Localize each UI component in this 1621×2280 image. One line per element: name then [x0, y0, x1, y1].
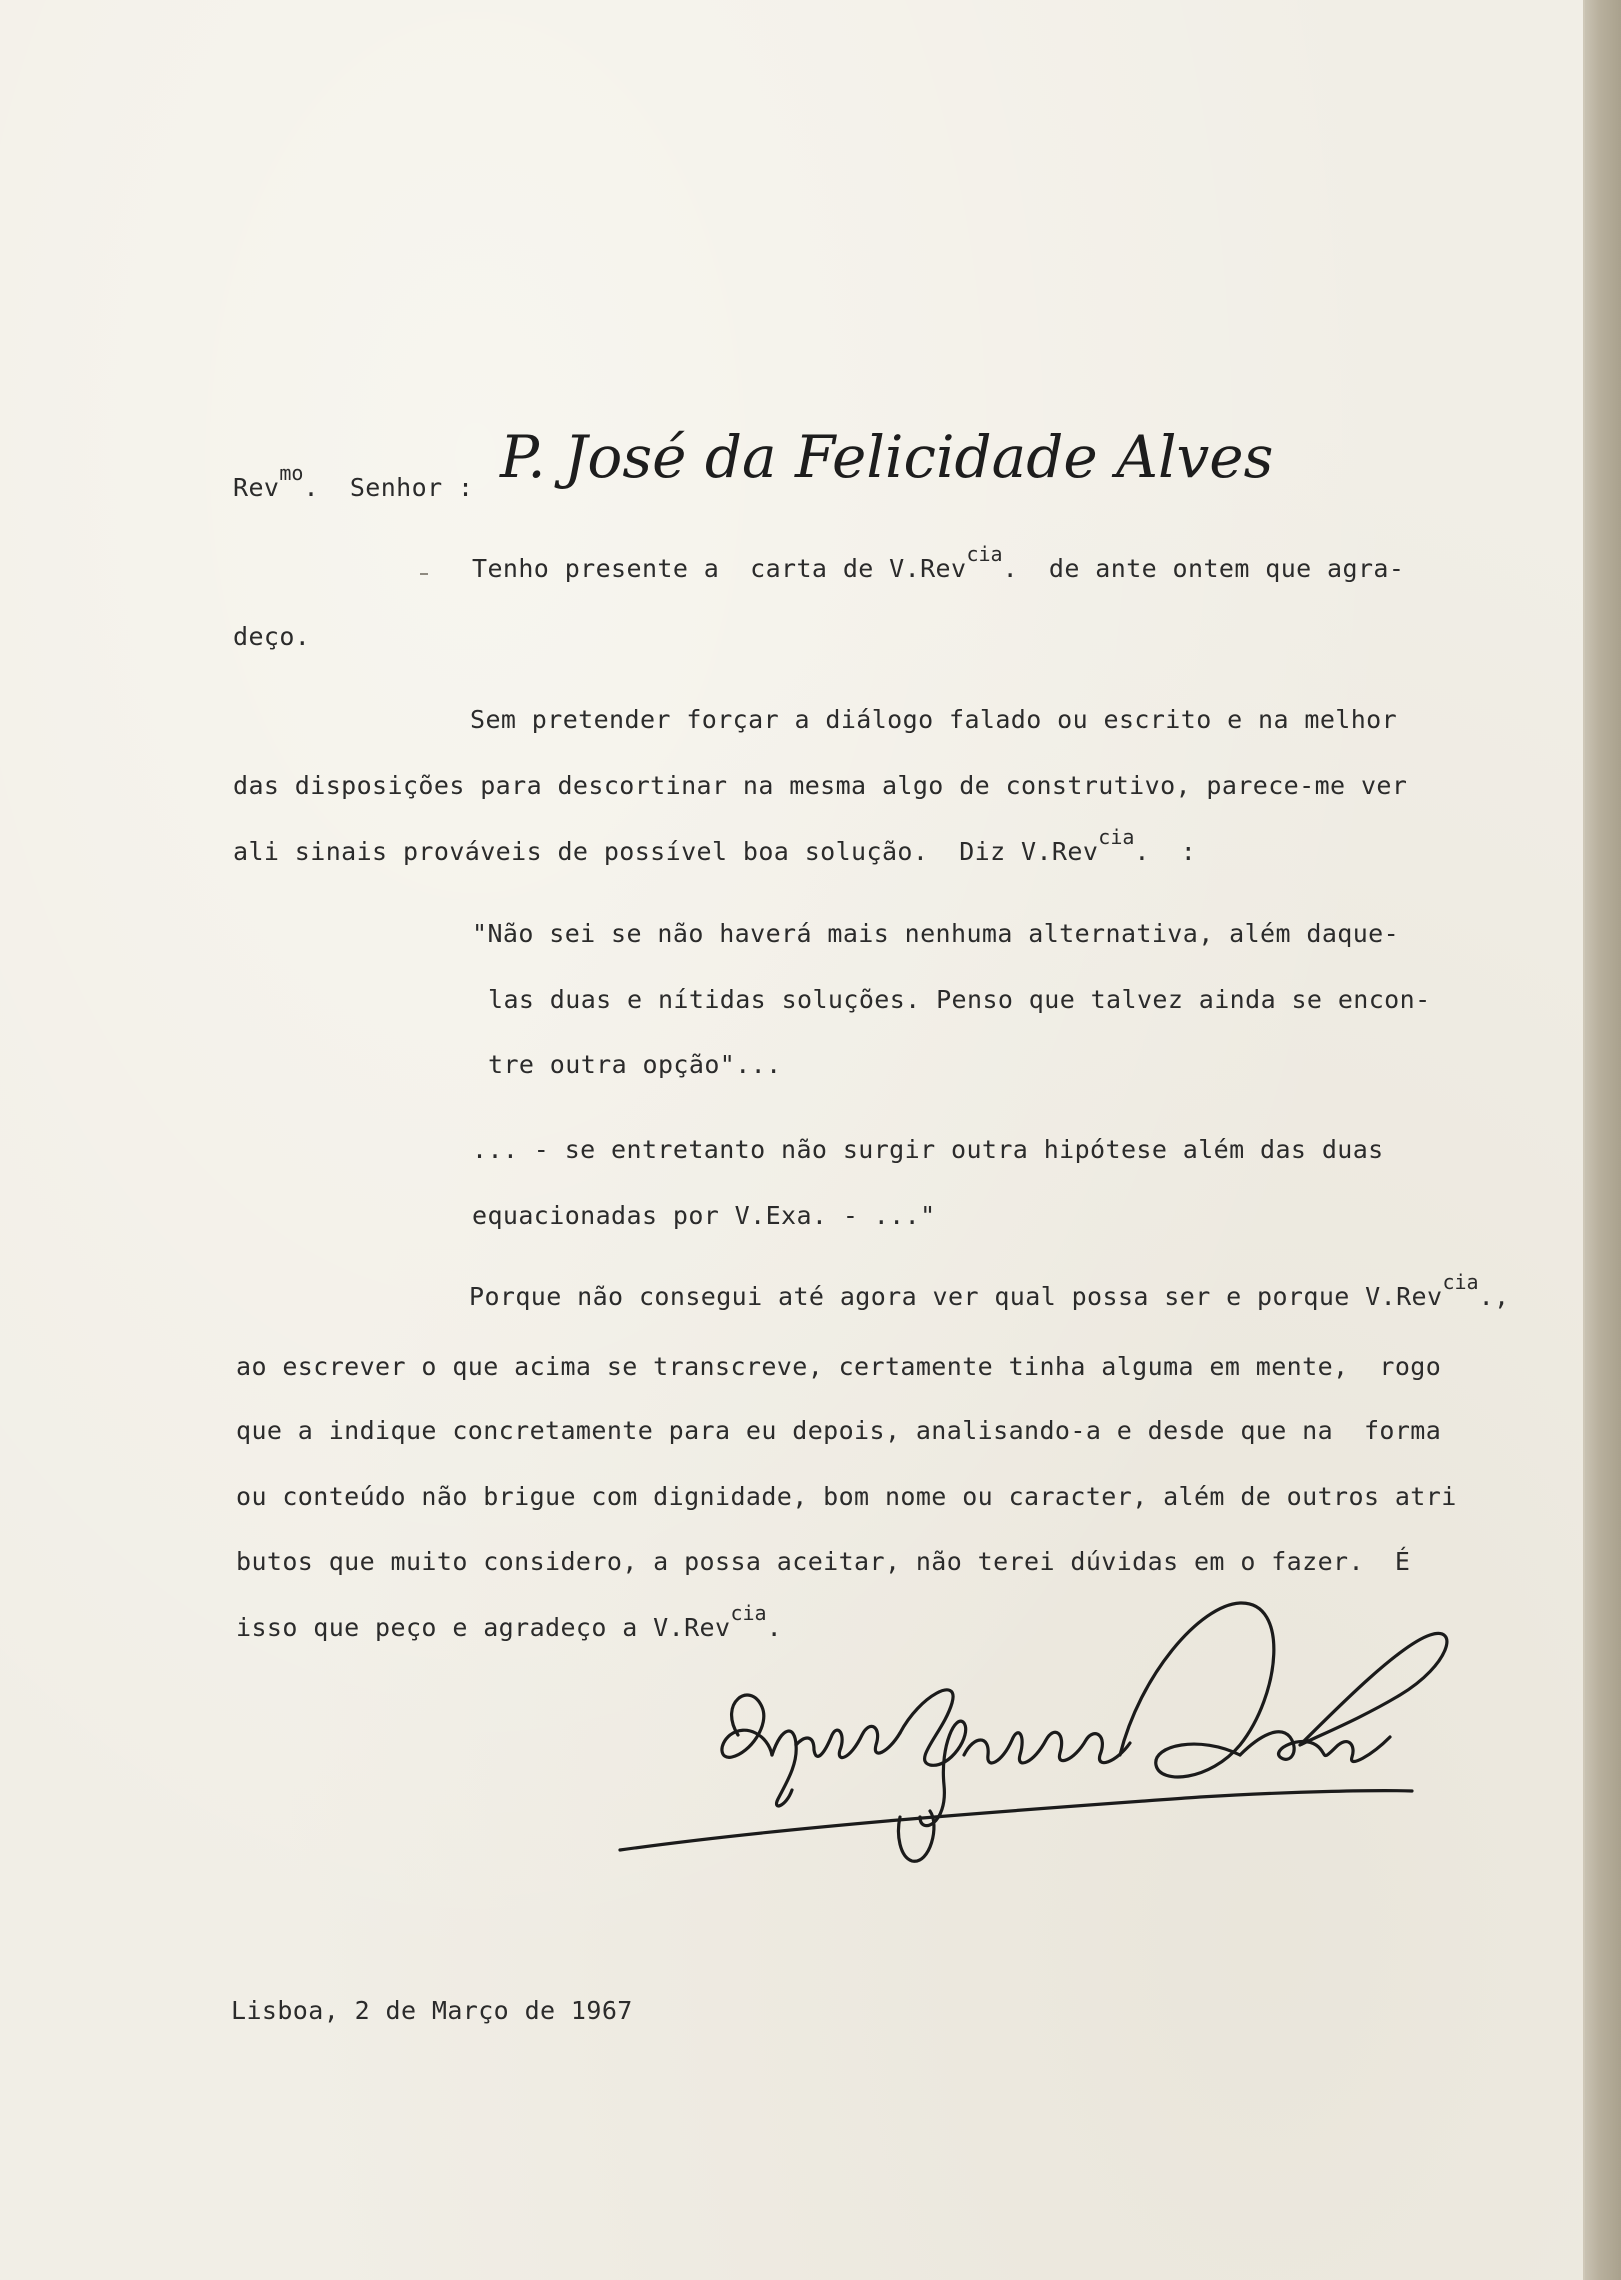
- superscript: cia: [1442, 1270, 1479, 1294]
- closing-line-2: ao escrever o que acima se transcreve, certamente tinha alguma em mente, rogo: [236, 1352, 1442, 1381]
- place-and-date: Lisboa, 2 de Março de 1967: [231, 1996, 633, 2025]
- paragraph-1-line-2: [233, 624, 310, 649]
- paragraph-2-line-3: [233, 825, 1197, 866]
- salutation-word: Senhor :: [349, 473, 474, 502]
- salutation-prefix-superscript: mo: [279, 461, 304, 485]
- text-segment: . :: [1134, 837, 1197, 866]
- closing-line-5: butos que muito considero, a possa aceitar, não terei dúvidas em o fazer. É: [236, 1547, 1411, 1576]
- text-segment: deço.: [233, 622, 311, 651]
- paragraph-1-line-1: [472, 542, 1405, 583]
- quote-line-2: las duas e nítidas soluções. Penso que talvez ainda se encon-: [488, 985, 1431, 1014]
- salutation-dot: .: [303, 473, 319, 502]
- salutation-prefix: Rev: [233, 473, 280, 502]
- stray-mark: [420, 573, 428, 575]
- quote-line-4: ... - se entretanto não surgir outra hipótese além das duas: [472, 1135, 1384, 1164]
- salutation: [233, 461, 474, 502]
- handwritten-signature: [600, 1585, 1480, 1865]
- text-segment: .: [766, 1613, 783, 1642]
- superscript: cia: [966, 542, 1003, 566]
- text-segment: . de ante ontem que agra-: [1002, 554, 1405, 583]
- closing-line-3: que a indique concretamente para eu depois, analisando-a e desde que na forma: [236, 1416, 1442, 1445]
- text-segment: Sem pretender forçar a diálogo falado ou escrito e na melhor: [470, 705, 1398, 734]
- text-segment: .,: [1478, 1282, 1510, 1311]
- handwritten-addressee: P. José da Felicidade Alves: [500, 423, 1274, 491]
- quote-line-1: "Não sei se não haverá mais nenhuma alternativa, além daque-: [472, 919, 1400, 948]
- paragraph-2-line-1: [470, 707, 1397, 732]
- paragraph-2-line-2: [233, 773, 1407, 798]
- text-segment: Tenho presente a carta de V.Rev: [472, 554, 967, 583]
- text-segment: Porque não consegui até agora ver qual possa ser e porque V.Rev: [469, 1282, 1443, 1311]
- text-segment: das disposições para descortinar na mesma algo de construtivo, parece-me ver: [233, 771, 1408, 800]
- closing-line-4: ou conteúdo não brigue com dignidade, bom nome ou caracter, além de outros atri: [236, 1482, 1457, 1511]
- text-segment: ali sinais prováveis de possível boa solução. Diz V.Rev: [233, 837, 1099, 866]
- quote-line-3: tre outra opção"...: [488, 1050, 782, 1079]
- closing-line-1: [469, 1270, 1510, 1311]
- text-segment: isso que peço e agradeço a V.Rev: [236, 1613, 731, 1642]
- superscript: cia: [730, 1601, 767, 1625]
- paper-edge-shadow: [1585, 0, 1621, 2280]
- quote-line-5: equacionadas por V.Exa. - ...": [472, 1201, 936, 1230]
- superscript: cia: [1098, 825, 1135, 849]
